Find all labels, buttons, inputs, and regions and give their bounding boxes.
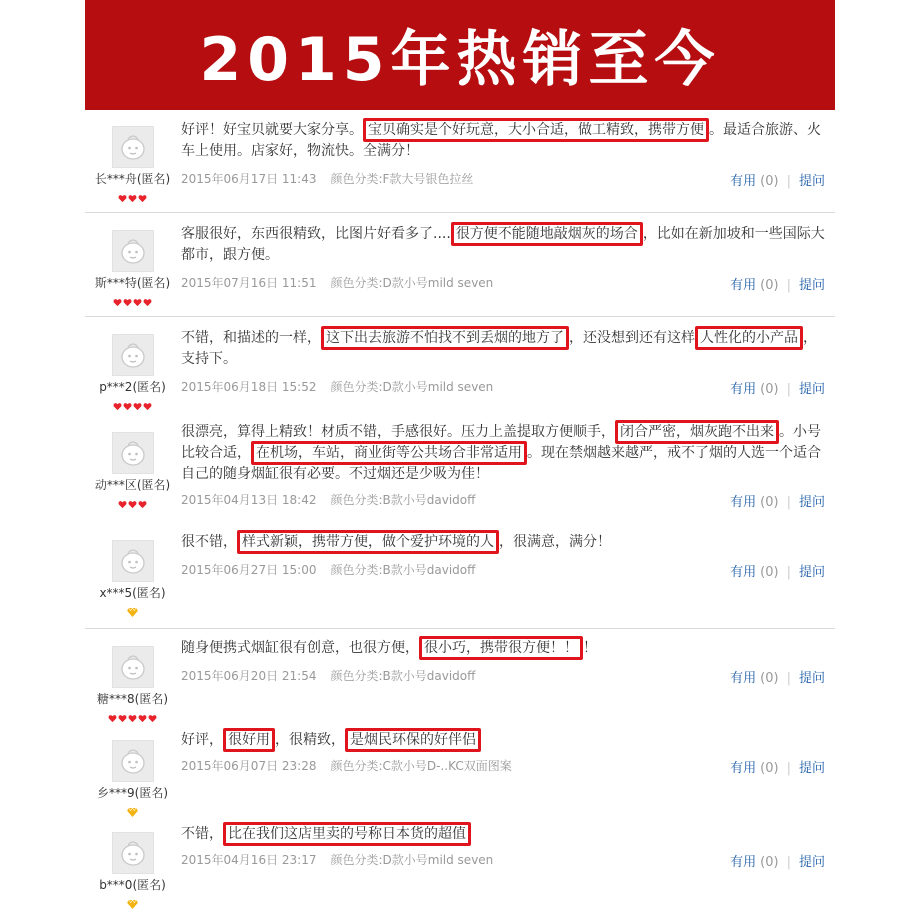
reviewer-info bbox=[85, 740, 180, 814]
review-text-segment: 随身便携式烟缸很有创意，也很方便， bbox=[181, 640, 419, 656]
reviewer-name: 斯***特(匿名) bbox=[94, 276, 171, 290]
review-date: 2015年06月20日 21:54 bbox=[181, 669, 317, 683]
useful-button[interactable]: 有用 bbox=[730, 278, 757, 293]
heart-icon bbox=[138, 188, 147, 197]
banner-title: 2015年热销至今 bbox=[199, 25, 721, 95]
divider: | bbox=[786, 174, 791, 189]
review-text bbox=[181, 730, 825, 751]
useful-button[interactable]: 有用 bbox=[730, 671, 757, 686]
heart-icon bbox=[128, 708, 137, 717]
ask-question-button[interactable]: 提问 bbox=[798, 671, 825, 686]
review-meta bbox=[181, 851, 825, 869]
divider: | bbox=[786, 278, 791, 293]
heart-icon bbox=[148, 708, 157, 717]
review-content bbox=[181, 120, 825, 188]
review-text bbox=[181, 824, 825, 845]
review-text-segment: 不错， bbox=[181, 826, 223, 842]
review-item bbox=[85, 528, 835, 629]
review-actions bbox=[730, 378, 825, 397]
highlighted-phrase: 闭合严密，烟灰跑不出来 bbox=[615, 420, 779, 444]
product-variant: 颜色分类:B款小号davidoff bbox=[330, 493, 476, 507]
review-text-segment: 不错，和描述的一样， bbox=[181, 330, 321, 346]
review-meta bbox=[181, 378, 825, 396]
reviewer-level-badge bbox=[85, 708, 180, 720]
review-text-segment: ，很满意，满分！ bbox=[499, 534, 611, 550]
reviewer-info bbox=[85, 432, 180, 506]
review-text-segment: ，支持下。 bbox=[181, 330, 817, 367]
reviewer-info bbox=[85, 832, 180, 906]
heart-icon bbox=[118, 188, 127, 197]
heart-icon bbox=[138, 494, 147, 503]
avatar bbox=[112, 230, 154, 272]
review-content bbox=[181, 532, 825, 579]
review-actions bbox=[730, 667, 825, 686]
ask-question-button[interactable]: 提问 bbox=[798, 278, 825, 293]
avatar bbox=[112, 126, 154, 168]
ask-question-button[interactable]: 提问 bbox=[798, 855, 825, 870]
diamond-icon bbox=[127, 602, 138, 611]
reviewer-name: 长***舟(匿名) bbox=[94, 172, 171, 186]
reviewer-level-badge bbox=[85, 396, 180, 408]
review-content bbox=[181, 824, 825, 869]
review-content bbox=[181, 422, 825, 509]
useful-button[interactable]: 有用 bbox=[730, 761, 757, 776]
review-actions bbox=[730, 757, 825, 776]
review-text-segment: ！ bbox=[583, 640, 597, 656]
review-text-segment: ，很精致， bbox=[275, 732, 345, 748]
ask-question-button[interactable]: 提问 bbox=[798, 495, 825, 510]
reviewer-name: 动***区(匿名) bbox=[94, 478, 171, 492]
reviewer-level-badge bbox=[85, 494, 180, 506]
highlighted-phrase: 很小巧，携带很方便！！ bbox=[419, 636, 583, 660]
review-meta bbox=[181, 667, 825, 685]
ask-question-button[interactable]: 提问 bbox=[798, 761, 825, 776]
reviewer-name: 糖***8(匿名) bbox=[97, 692, 168, 706]
useful-count: (0) bbox=[760, 278, 779, 293]
review-date: 2015年06月17日 11:43 bbox=[181, 172, 317, 186]
heart-icon bbox=[128, 188, 137, 197]
reviewer-info bbox=[85, 646, 180, 720]
highlighted-phrase: 这下出去旅游不怕找不到丢烟的地方了 bbox=[321, 326, 569, 350]
heart-icon bbox=[118, 708, 127, 717]
review-text-segment: 很不错， bbox=[181, 534, 237, 550]
promo-banner bbox=[85, 0, 835, 110]
avatar bbox=[112, 832, 154, 874]
reviewer-level-badge bbox=[85, 188, 180, 200]
product-variant: 颜色分类:B款小号davidoff bbox=[330, 669, 476, 683]
highlighted-phrase: 很好用 bbox=[223, 728, 275, 752]
product-variant: 颜色分类:B款小号davidoff bbox=[330, 563, 476, 577]
highlighted-phrase: 在机场，车站，商业街等公共场合非常适用 bbox=[251, 441, 527, 465]
reviewer-info bbox=[85, 540, 180, 614]
review-text-segment: 。小号比较合适， bbox=[181, 424, 821, 461]
useful-count: (0) bbox=[760, 565, 779, 580]
reviewer-level-badge bbox=[85, 894, 180, 906]
avatar bbox=[112, 740, 154, 782]
useful-count: (0) bbox=[760, 761, 779, 776]
review-text-segment: 好评！好宝贝就要大家分享。 bbox=[181, 122, 363, 138]
review-actions bbox=[730, 851, 825, 870]
product-variant: 颜色分类:D款小号mild seven bbox=[330, 276, 494, 290]
review-text-segment: 好评， bbox=[181, 732, 223, 748]
review-content bbox=[181, 638, 825, 685]
review-item bbox=[85, 722, 835, 822]
heart-icon bbox=[118, 494, 127, 503]
reviewer-name: 乡***9(匿名) bbox=[97, 786, 168, 800]
review-item bbox=[85, 320, 835, 420]
heart-icon bbox=[128, 494, 137, 503]
ask-question-button[interactable]: 提问 bbox=[798, 174, 825, 189]
ask-question-button[interactable]: 提问 bbox=[798, 565, 825, 580]
reviewer-name: x***5(匿名) bbox=[99, 586, 166, 600]
useful-count: (0) bbox=[760, 495, 779, 510]
avatar bbox=[112, 646, 154, 688]
avatar bbox=[112, 540, 154, 582]
review-meta bbox=[181, 170, 825, 188]
review-meta bbox=[181, 561, 825, 579]
useful-button[interactable]: 有用 bbox=[730, 855, 757, 870]
review-text-segment: 客服很好，东西很精致，比图片好看多了.... bbox=[181, 226, 451, 242]
heart-icon bbox=[143, 292, 152, 301]
divider: | bbox=[786, 671, 791, 686]
review-actions bbox=[730, 170, 825, 189]
review-text-segment: 。最适合旅游、火车上使用。店家好，物流快。全满分！ bbox=[181, 122, 821, 159]
reviewer-name: p***2(匿名) bbox=[99, 380, 166, 394]
useful-count: (0) bbox=[760, 671, 779, 686]
reviewer-name: b***0(匿名) bbox=[99, 878, 166, 892]
useful-button[interactable]: 有用 bbox=[730, 382, 757, 397]
reviewer-info bbox=[85, 126, 180, 200]
review-text-segment: ，还没想到还有这样 bbox=[569, 330, 695, 346]
heart-icon bbox=[133, 292, 142, 301]
reviewer-info bbox=[85, 230, 180, 304]
product-variant: 颜色分类:F款大号银色拉丝 bbox=[330, 172, 474, 186]
useful-count: (0) bbox=[760, 382, 779, 397]
highlighted-phrase: 人性化的小产品 bbox=[695, 326, 803, 350]
heart-icon bbox=[133, 396, 142, 405]
review-actions bbox=[730, 274, 825, 293]
highlighted-phrase: 很方便不能随地敲烟灰的场合 bbox=[451, 222, 643, 246]
highlighted-phrase: 是烟民环保的好伴侣 bbox=[345, 728, 481, 752]
review-item bbox=[85, 216, 835, 317]
review-text bbox=[181, 120, 825, 162]
review-actions bbox=[730, 491, 825, 510]
review-text bbox=[181, 328, 825, 370]
review-actions bbox=[730, 561, 825, 580]
useful-count: (0) bbox=[760, 855, 779, 870]
reviewer-info bbox=[85, 334, 180, 408]
divider: | bbox=[786, 761, 791, 776]
review-text bbox=[181, 532, 825, 553]
useful-button[interactable]: 有用 bbox=[730, 565, 757, 580]
review-meta bbox=[181, 274, 825, 292]
review-date: 2015年04月13日 18:42 bbox=[181, 493, 317, 507]
review-item bbox=[85, 420, 835, 520]
product-variant: 颜色分类:C款小号D-..KC双面图案 bbox=[330, 759, 512, 773]
review-text bbox=[181, 224, 825, 266]
review-text-segment: 很漂亮，算得上精致！材质不错，手感很好。压力上盖提取方便顺手， bbox=[181, 424, 615, 440]
avatar bbox=[112, 334, 154, 376]
divider: | bbox=[786, 855, 791, 870]
heart-icon bbox=[143, 396, 152, 405]
review-content bbox=[181, 224, 825, 292]
highlighted-phrase: 比在我们这店里卖的号称日本货的超值 bbox=[223, 822, 471, 846]
review-text-segment: 。现在禁烟越来越严，戒不了烟的人选一个适合自己的随身烟缸很有必要。不过烟还是少吸为佳！ bbox=[181, 445, 821, 482]
product-variant: 颜色分类:D款小号mild seven bbox=[330, 853, 494, 867]
review-content bbox=[181, 328, 825, 396]
heart-icon bbox=[113, 292, 122, 301]
review-text bbox=[181, 422, 825, 485]
product-variant: 颜色分类:D款小号mild seven bbox=[330, 380, 494, 394]
diamond-icon bbox=[127, 894, 138, 903]
heart-icon bbox=[123, 292, 132, 301]
review-meta bbox=[181, 491, 825, 509]
review-item bbox=[85, 112, 835, 213]
heart-icon bbox=[123, 396, 132, 405]
useful-button[interactable]: 有用 bbox=[730, 174, 757, 189]
highlighted-phrase: 样式新颖，携带方便，做个爱护环境的人 bbox=[237, 530, 499, 554]
reviewer-level-badge bbox=[85, 602, 180, 614]
reviewer-level-badge bbox=[85, 802, 180, 814]
avatar bbox=[112, 432, 154, 474]
reviewer-level-badge bbox=[85, 292, 180, 304]
review-date: 2015年06月18日 15:52 bbox=[181, 380, 317, 394]
review-date: 2015年04月16日 23:17 bbox=[181, 853, 317, 867]
ask-question-button[interactable]: 提问 bbox=[798, 382, 825, 397]
useful-button[interactable]: 有用 bbox=[730, 495, 757, 510]
useful-count: (0) bbox=[760, 174, 779, 189]
review-item bbox=[85, 632, 835, 722]
review-text-segment: ，比如在新加坡和一些国际大都市，跟方便。 bbox=[181, 226, 825, 263]
heart-icon bbox=[108, 708, 117, 717]
divider: | bbox=[786, 382, 791, 397]
review-text bbox=[181, 638, 825, 659]
heart-icon bbox=[138, 708, 147, 717]
review-date: 2015年07月16日 11:51 bbox=[181, 276, 317, 290]
diamond-icon bbox=[127, 802, 138, 811]
review-date: 2015年06月27日 15:00 bbox=[181, 563, 317, 577]
highlighted-phrase: 宝贝确实是个好玩意，大小合适，做工精致，携带方便 bbox=[363, 118, 709, 142]
divider: | bbox=[786, 495, 791, 510]
review-content bbox=[181, 730, 825, 775]
divider: | bbox=[786, 565, 791, 580]
review-date: 2015年06月07日 23:28 bbox=[181, 759, 317, 773]
heart-icon bbox=[113, 396, 122, 405]
review-item bbox=[85, 818, 835, 918]
review-meta bbox=[181, 757, 825, 775]
